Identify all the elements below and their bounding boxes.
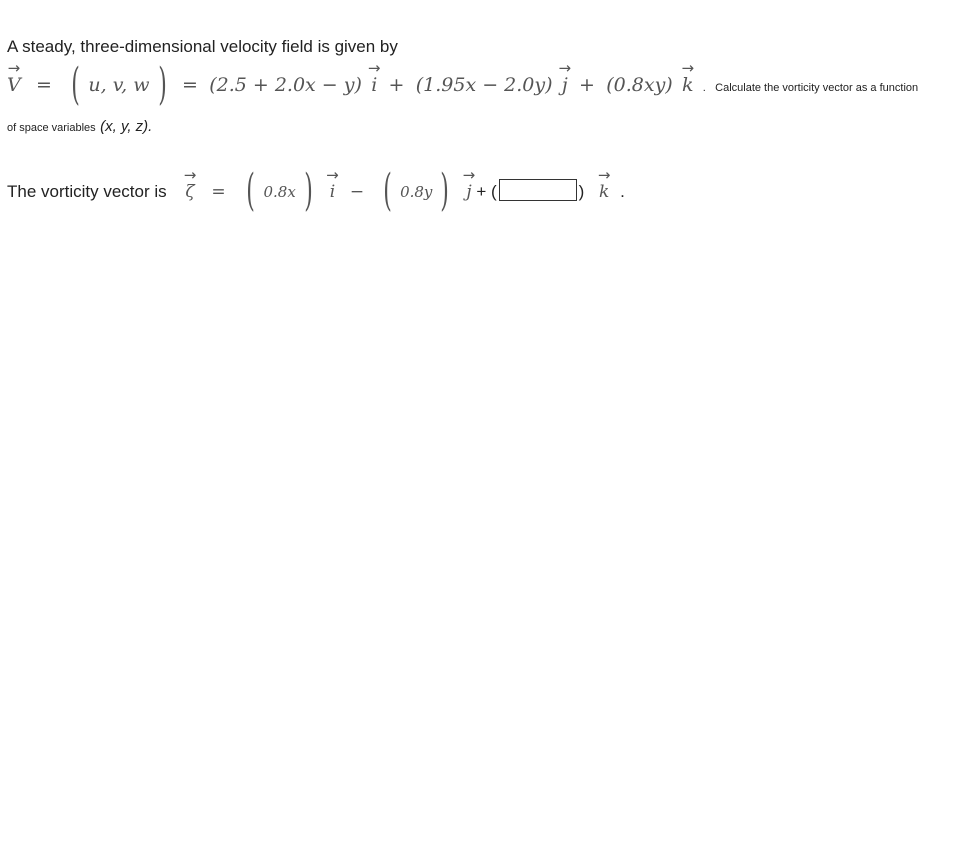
answer-minus-sign: − [349, 182, 365, 202]
answer-label: The vorticity vector is [7, 182, 167, 201]
velocity-equation: → V = ( u, v, w ) = (2.5 + 2.0x − y) → i + (1.95x − 2.0y) → j + (0.8xy) → k . Calculate the vorticity vector as a function [7, 70, 918, 103]
plus-sign: + [388, 74, 405, 96]
unit-vector-j: → j [558, 59, 572, 96]
answer-period: . [620, 182, 625, 201]
velocity-components: u, v, w [88, 74, 150, 96]
vorticity-answer-line: The vorticity vector is → ζ = ( 0.8x ) → i − ( 0.8y ) → j + ( ) → k . [7, 165, 625, 216]
term-i: (2.5 + 2.0x − y) [209, 74, 362, 96]
velocity-vector-symbol: → V [7, 70, 21, 100]
equals-sign-2: = [181, 74, 198, 96]
zeta-vector-symbol: → ζ [183, 166, 197, 202]
term-k: (0.8xy) [606, 74, 673, 96]
vorticity-i-component: 0.8x [263, 183, 296, 201]
equals-sign: = [36, 74, 52, 96]
vorticity-j-component: 0.8y [400, 183, 433, 201]
answer-close-paren: ) [578, 182, 585, 201]
instruction-text-2: of space variables [7, 122, 96, 134]
answer-unit-vector-k: → k [597, 166, 611, 202]
unit-vector-k: → k [681, 59, 695, 96]
instruction-text: Calculate the vorticity vector as a function [715, 82, 919, 94]
unit-vector-i: → i [367, 59, 381, 96]
answer-equals-sign: = [211, 182, 226, 202]
term-j: (1.95x − 2.0y) [415, 74, 553, 96]
equation-period: . [702, 82, 706, 94]
instruction-line-2 [7, 118, 152, 136]
answer-unit-vector-j: → j [462, 166, 476, 202]
plus-sign-2: + [579, 74, 595, 96]
space-variables: (x, y, z). [100, 118, 153, 135]
answer-plus-paren: + ( [476, 182, 497, 201]
answer-unit-vector-i: → i [326, 166, 339, 202]
problem-intro: A steady, three-dimensional velocity field is given by [7, 37, 398, 56]
k-component-input[interactable] [499, 179, 577, 201]
vector-arrow-icon: → [7, 59, 21, 77]
